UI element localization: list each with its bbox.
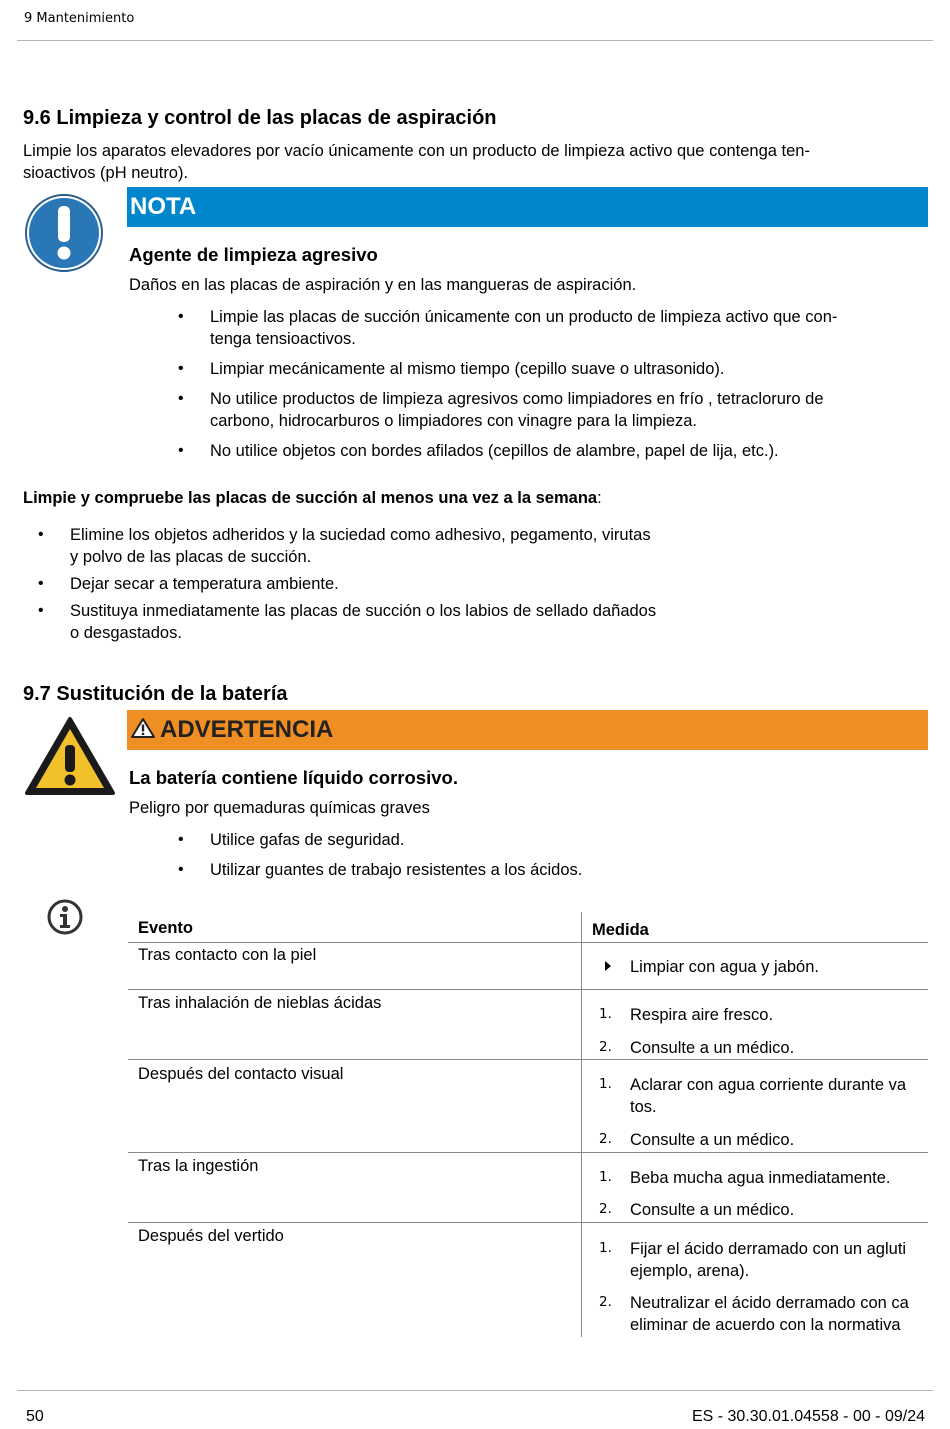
arrow-right-icon (604, 960, 612, 972)
page-number: 50 (26, 1408, 44, 1425)
table-row-step: Beba mucha agua inmediatamente. (630, 1169, 891, 1187)
list-item: • Utilizar guantes de trabajo resistentes a los ácidos. (210, 859, 810, 881)
table-row-event: Después del vertido (138, 1227, 284, 1245)
table-row-event: Después del contacto visual (138, 1065, 344, 1083)
running-title: 9 Mantenimiento (24, 11, 135, 26)
table-header-event: Evento (138, 919, 194, 937)
intro-line-1: Limpie los aparatos elevadores por vacío únicamente con un producto de limpieza activo que contenga ten- (23, 142, 810, 160)
table-row-event: Tras inhalación de nieblas ácidas (138, 994, 382, 1012)
table-row-step-cont: tos. (630, 1098, 657, 1116)
document-code: ES - 30.30.01.04558 - 00 - 09/24 (691, 1408, 925, 1425)
list-item: • Elimine los objetos adheridos y la suciedad como adhesivo, pegamento, virutas y polvo de las placas de succión. (70, 524, 750, 568)
table-row-step-cont: ejemplo, arena). (630, 1262, 750, 1280)
list-item: • Sustituya inmediatamente las placas de succión o los labios de sellado dañados o desgastados. (70, 600, 750, 644)
measures-table: Evento Medida Tras contacto con la piel Limpiar con agua y jabón. Tras inhalación de nieblas ácidas 1. Respira aire fresco. 2. Consulte a un médico. Después del contacto visual 1. Aclarar con agua corriente durante va tos. 2. Consulte a un médico. Tras la ingestión 1. Beba mucha agua inmediatamente. 2. Consulte a un médico. Después del vertido 1. Fijar el ácido derramado con un agluti ejemplo, arena). 2. Neutralizar el ácido derramado con ca eliminar de acuerdo con la normativa (0, 0, 928, 1429)
table-row-step: Consulte a un médico. (630, 1131, 795, 1149)
table-row-step-cont: eliminar de acuerdo con la normativa (630, 1316, 901, 1334)
section-title-9-7: 9.7 Sustitución de la batería (23, 683, 288, 705)
list-item: • No utilice productos de limpieza agresivos como limpiadores en frío , tetracloruro de carbono, hidrocarburos o limpiadores con vinagre para la limpieza. (210, 388, 910, 432)
note-text: Daños en las placas de aspiración y en las mangueras de aspiración. (129, 276, 637, 294)
table-row-step: Consulte a un médico. (630, 1201, 795, 1219)
warning-banner: ADVERTENCIA (127, 710, 928, 750)
table-row-step: Fijar el ácido derramado con un agluti (630, 1240, 907, 1258)
table-row-event: Tras contacto con la piel (138, 946, 317, 964)
table-row-step: Consulte a un médico. (630, 1039, 795, 1057)
note-banner: NOTA (127, 187, 928, 227)
list-item: • No utilice objetos con bordes afilados (cepillos de alambre, papel de lija, etc.). (210, 440, 910, 462)
list-item: • Limpiar mecánicamente al mismo tiempo (cepillo suave o ultrasonido). (210, 358, 910, 380)
table-row-event: Tras la ingestión (138, 1157, 259, 1175)
table-row-step: Neutralizar el ácido derramado con ca (630, 1294, 909, 1312)
table-row-step: Respira aire fresco. (630, 1006, 774, 1024)
footer-rule (17, 1390, 933, 1391)
warning-text: Peligro por quemaduras químicas graves (129, 799, 430, 817)
intro-line-2: sioactivos (pH neutro). (23, 164, 189, 182)
note-heading: Agente de limpieza agresivo (129, 244, 378, 265)
weekly-heading: Limpie y compruebe las placas de succión al menos una vez a la semana: (23, 489, 602, 507)
list-item: • Utilice gafas de seguridad. (210, 829, 810, 851)
list-item: • Limpie las placas de succión únicamente con un producto de limpieza activo que con- tenga tensioactivos. (210, 306, 910, 350)
list-item: • Dejar secar a temperatura ambiente. (70, 573, 750, 595)
table-row-measure: Limpiar con agua y jabón. (630, 958, 819, 976)
section-title-9-6: 9.6 Limpieza y control de las placas de aspiración (23, 107, 497, 129)
table-row-step: Aclarar con agua corriente durante va (630, 1076, 907, 1094)
table-header-measure: Medida (592, 921, 649, 939)
warning-heading: La batería contiene líquido corrosivo. (129, 767, 458, 788)
